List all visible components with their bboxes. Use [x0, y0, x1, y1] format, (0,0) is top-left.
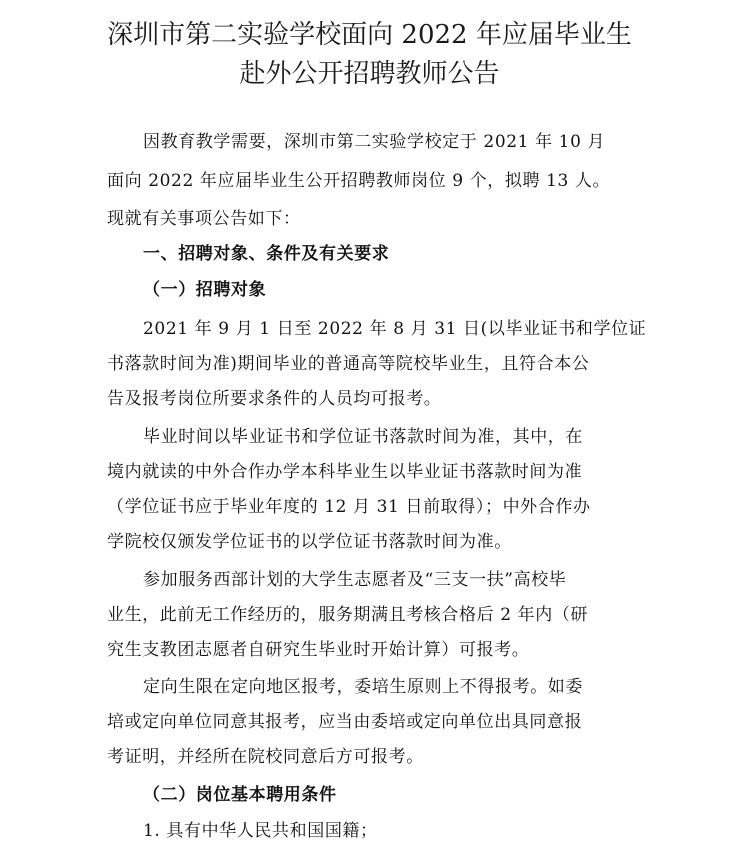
- subsection-heading-2: （二）岗位基本聘用条件: [143, 785, 337, 805]
- paragraph-2-line-4: 学院校仅颁发学位证书的以学位证书落款时间为准。: [107, 532, 512, 552]
- paragraph-4-line-1: 定向生限在定向地区报考，委培生原则上不得报考。如委: [143, 677, 583, 697]
- paragraph-2-line-3: （学位证书应于毕业年度的 12 月 31 日前取得）；中外合作办: [107, 497, 591, 517]
- subsection-heading-1: （一）招聘对象: [143, 280, 267, 300]
- paragraph-3-line-1: 参加服务西部计划的大学生志愿者及“三支一扶”高校毕: [143, 570, 567, 590]
- paragraph-1-line-1: 2021 年 9 月 1 日至 2022 年 8 月 31 日(以毕业证书和学位证: [143, 319, 647, 339]
- paragraph-1-line-3: 告及报考岗位所要求条件的人员均可报考。: [107, 389, 442, 409]
- paragraph-2-line-1: 毕业时间以毕业证书和学位证书落款时间为准，其中，在: [143, 427, 583, 447]
- list-item-1: 1. 具有中华人民共和国国籍；: [143, 821, 378, 841]
- paragraph-1-line-2: 书落款时间为准)期间毕业的普通高等院校毕业生，且符合本公: [107, 354, 590, 374]
- document-title-line-1: 深圳市第二实验学校面向 2022 年应届毕业生: [107, 20, 632, 50]
- paragraph-4-line-2: 培或定向单位同意其报考，应当由委培或定向单位出具同意报: [107, 712, 583, 732]
- paragraph-2-line-2: 境内就读的中外合作办学本科毕业生以毕业证书落款时间为准: [107, 462, 583, 482]
- intro-line-3: 现就有关事项公告如下：: [107, 209, 301, 229]
- paragraph-3-line-3: 究生支教团志愿者自研究生毕业时开始计算）可报考。: [107, 640, 530, 660]
- intro-line-1: 因教育教学需要，深圳市第二实验学校定于 2021 年 10 月: [143, 132, 606, 152]
- intro-line-2: 面向 2022 年应届毕业生公开招聘教师岗位 9 个，拟聘 13 人。: [107, 171, 611, 191]
- paragraph-3-line-2: 业生，此前无工作经历的，服务期满且考核合格后 2 年内（研: [107, 605, 589, 625]
- paragraph-4-line-3: 考证明，并经所在院校同意后方可报考。: [107, 747, 424, 767]
- section-heading-1: 一、招聘对象、条件及有关要求: [143, 244, 390, 264]
- document-title-line-2: 赴外公开招聘教师公告: [239, 59, 500, 89]
